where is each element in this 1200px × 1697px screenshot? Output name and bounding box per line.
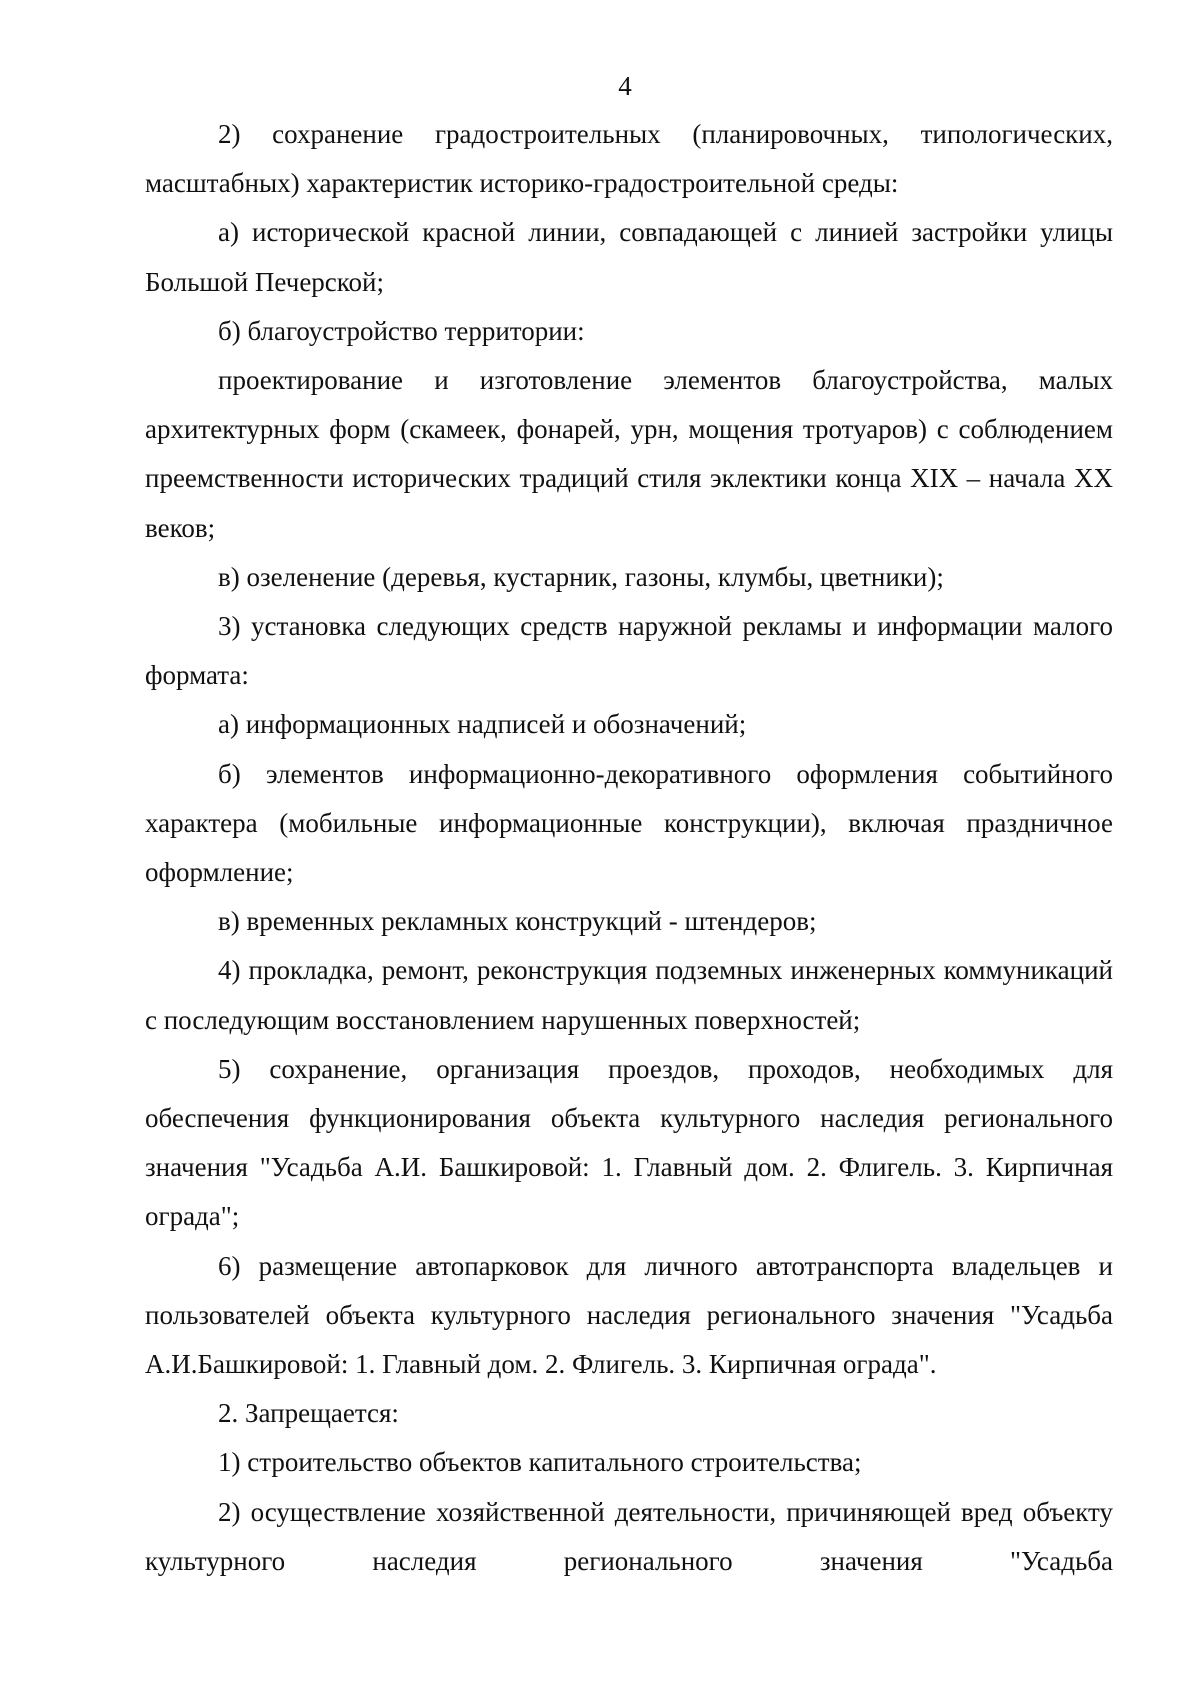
paragraph: 2) осуществление хозяйственной деятельности, причиняющей вред объекту культурного наследия регионального значения "Усадьба: [145, 1496, 1113, 1576]
paragraph: 4) прокладка, ремонт, реконструкция подземных инженерных коммуникаций с последующим восстановлением нарушенных поверхностей;: [145, 955, 1113, 1035]
paragraph: 5) сохранение, организация проездов, проходов, необходимых для обеспечения функционирования объекта культурного наследия регионального значения "Усадьба А.И. Башкировой: 1. Главный дом. 2. Флигель. 3. Кирпичная ограда";: [145, 1053, 1113, 1232]
paragraph: 2) сохранение градостроительных (планировочных, типологических, масштабных) характеристик историко-градостроительной среды:: [145, 119, 1113, 199]
paragraph: б) элементов информационно-декоративного оформления событийного характера (мобильные информационные конструкции), включая праздничное оформление;: [145, 758, 1113, 888]
paragraph: 3) установка следующих средств наружной рекламы и информации малого формата:: [145, 611, 1113, 691]
page-number: 4: [618, 71, 632, 101]
paragraph: в) временных рекламных конструкций - штендеров;: [218, 906, 817, 937]
paragraph: в) озеленение (деревья, кустарник, газоны, клумбы, цветники);: [218, 561, 944, 592]
paragraph: 1) строительство объектов капитального строительства;: [218, 1447, 862, 1478]
document-body: [145, 110, 1113, 1586]
paragraph: 6) размещение автопарковок для личного автотранспорта владельцев и пользователей объекта культурного наследия регионального значения "Усадьба А.И.Башкировой: 1. Главный дом. 2. Флигель. 3. Кирпичная ограда".: [145, 1250, 1113, 1380]
paragraph: б) благоустройство территории:: [218, 315, 585, 346]
paragraph: а) информационных надписей и обозначений;: [218, 709, 747, 740]
paragraph: 2. Запрещается:: [218, 1398, 399, 1429]
paragraph: проектирование и изготовление элементов благоустройства, малых архитектурных форм (скамеек, фонарей, урн, мощения тротуаров) с соблюдением преемственности исторических традиций стиля эклектики конца XIX – начала XX веков;: [145, 365, 1113, 543]
paragraph: а) исторической красной линии, совпадающей с линией застройки улицы Большой Печерской;: [145, 217, 1113, 297]
